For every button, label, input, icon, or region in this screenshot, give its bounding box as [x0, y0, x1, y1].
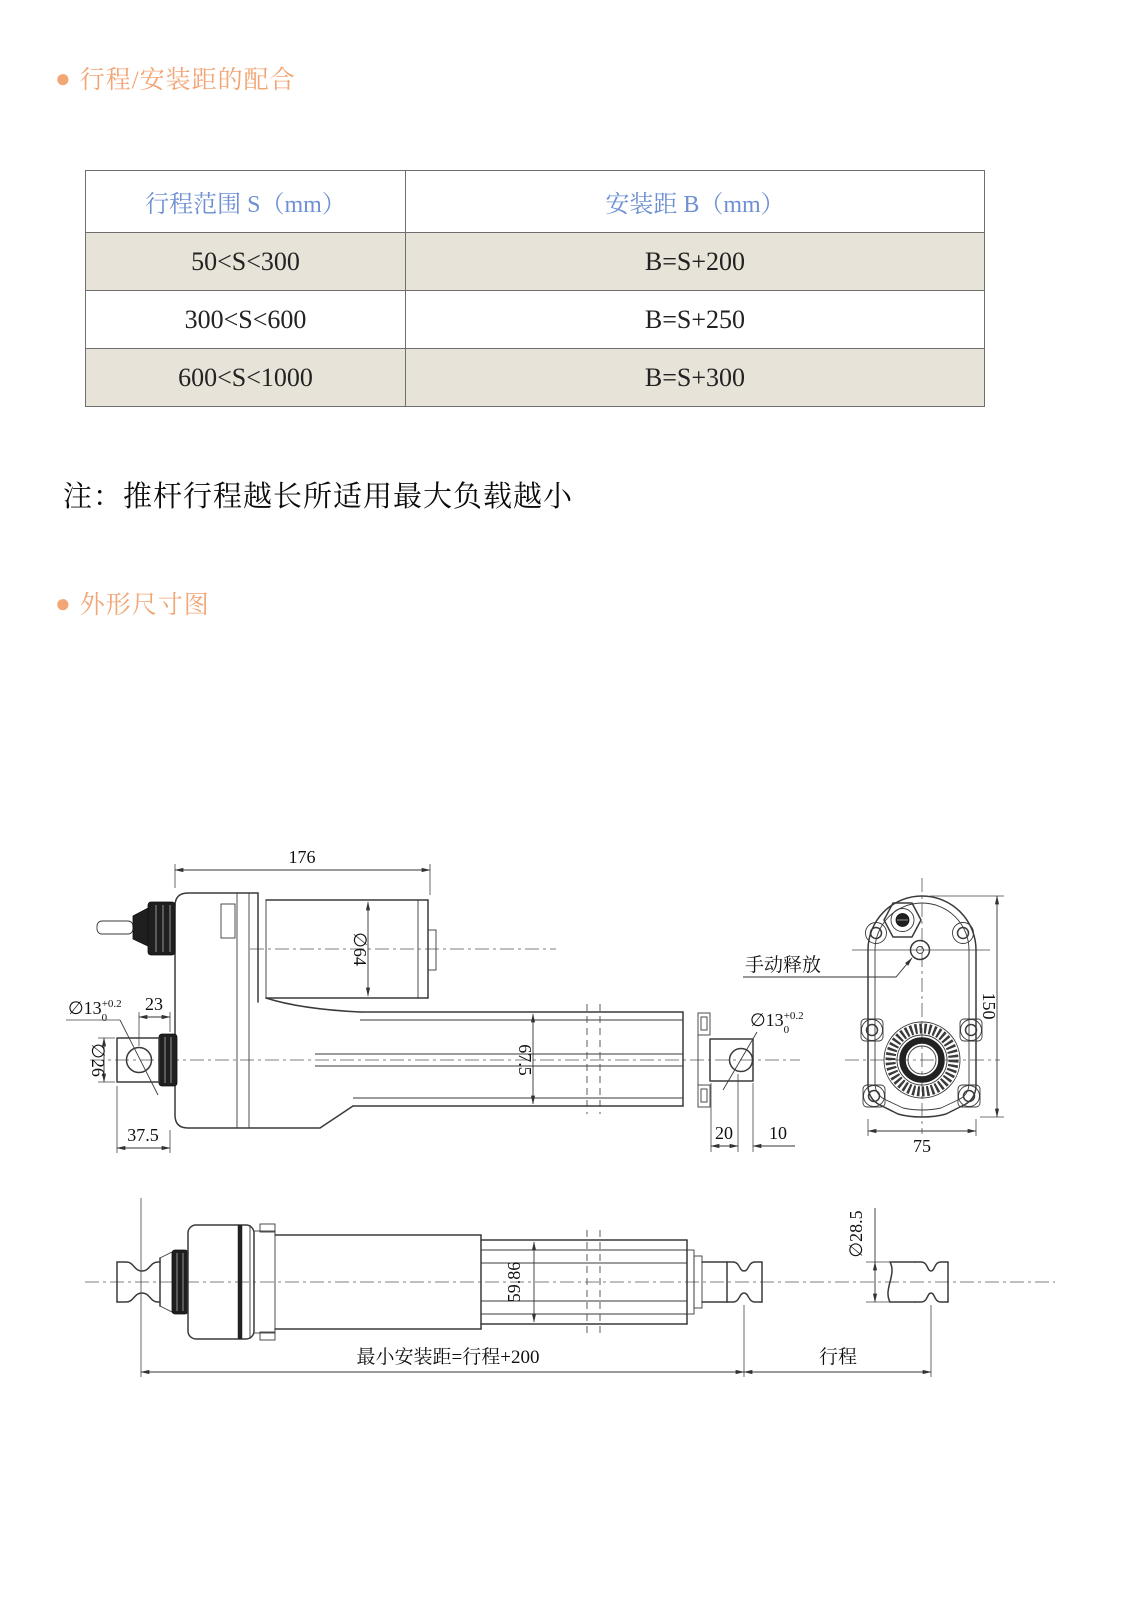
manual-release-label: 手动释放	[745, 955, 822, 976]
dim-overall-length: 176	[288, 847, 316, 867]
dim-rear-offset: 23	[145, 994, 163, 1014]
cell-range-2: 300<S<600	[86, 291, 406, 349]
cell-range-3: 600<S<1000	[86, 349, 406, 407]
dim-end-width: 75	[913, 1136, 931, 1156]
dim-tube-height: 67.5	[515, 1044, 535, 1076]
cell-distance-2: B=S+250	[406, 291, 985, 349]
dim-front-hole-dia: $\emptyset 13^{+0.2}$ 0	[750, 1010, 804, 1036]
cell-distance-3: B=S+300	[406, 349, 985, 407]
cell-range-1: 50<S<300	[86, 233, 406, 291]
dim-rear-clevis-dia: ∅26	[88, 1043, 108, 1077]
bullet-icon: ●	[55, 64, 72, 93]
dim-stroke: 行程	[818, 1347, 858, 1368]
dim-tube-od: 59.86	[504, 1261, 524, 1303]
note-text: 注：推杆行程越长所适用最大负载越小	[63, 481, 574, 513]
dim-motor-dia: ∅64	[350, 932, 370, 966]
end-view	[845, 878, 1004, 1156]
dim-rod-dia: ∅28.5	[846, 1210, 866, 1258]
dim-front-pin-offset: 20	[715, 1123, 733, 1143]
dim-front-pin-edge: 10	[769, 1123, 787, 1143]
dim-rear-length: 37.5	[127, 1125, 159, 1145]
col-header-stroke-range: 行程范围 S（mm）	[86, 171, 406, 233]
dim-rear-hole-dia: $\emptyset 13^{+0.2}$ 0	[68, 998, 122, 1024]
bullet-icon: ●	[55, 589, 72, 618]
section2-title: 外形尺寸图	[79, 592, 210, 619]
cell-distance-1: B=S+200	[406, 233, 985, 291]
dim-min-install-distance: 最小安装距=行程+200	[356, 1347, 540, 1368]
dim-end-height: 150	[979, 992, 999, 1020]
col-header-install-distance: 安装距 B（mm）	[406, 171, 985, 233]
side-view	[66, 847, 912, 1153]
section1-title: 行程/安装距的配合	[79, 67, 296, 94]
top-view	[85, 1198, 1055, 1377]
